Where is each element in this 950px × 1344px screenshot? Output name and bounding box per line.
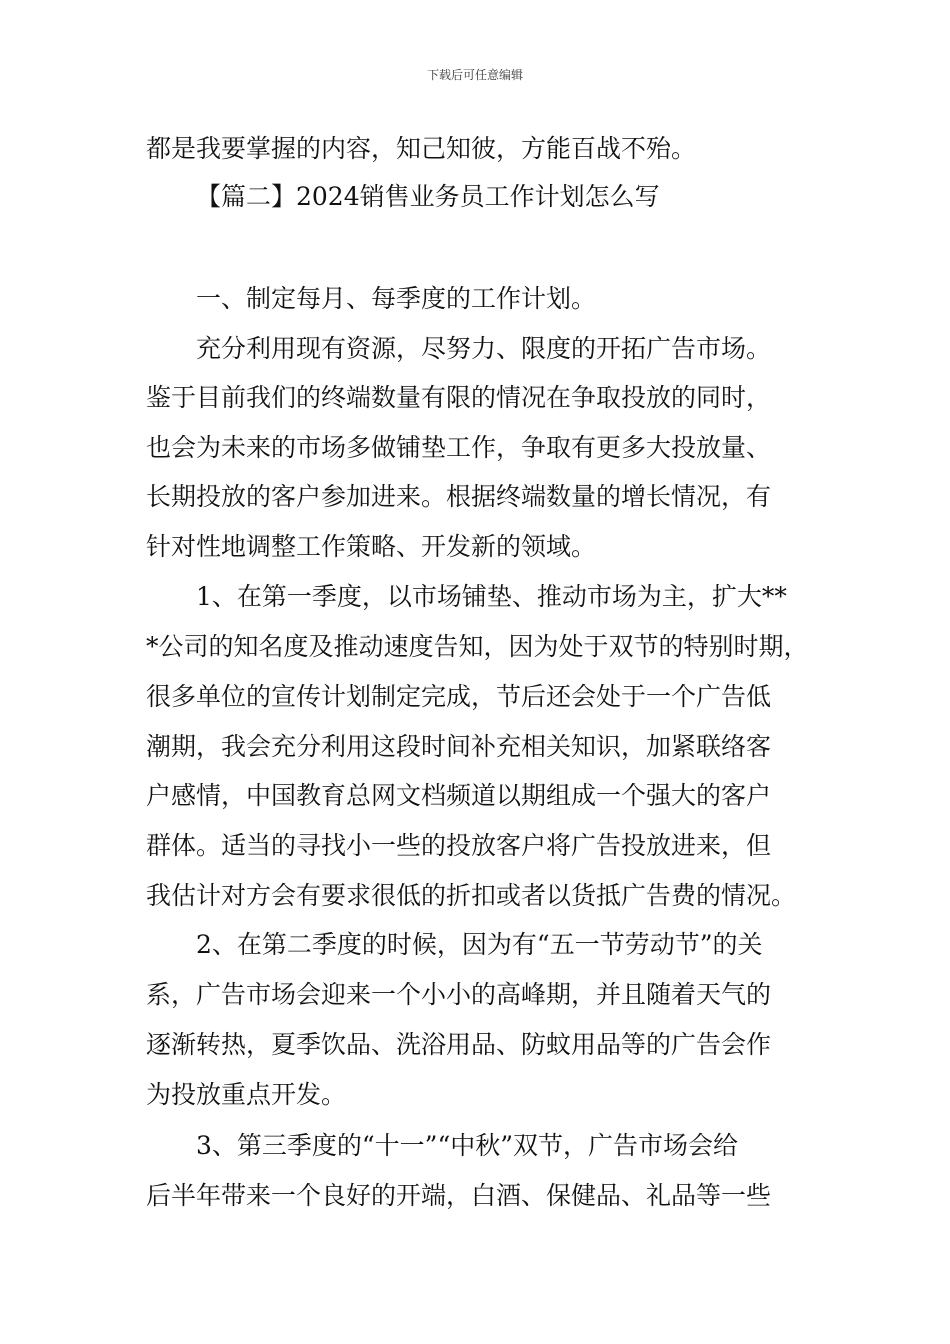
- page-header-note: 下载后可任意编辑: [426, 68, 523, 82]
- paragraph-line: 为投放重点开发。: [146, 1080, 347, 1109]
- paragraph-line: *公司的知名度及推动速度告知，因为处于双节的特别时期，: [146, 632, 809, 661]
- paragraph-line: 3、第三季度的“十一”“中秋”双节，广告市场会给: [196, 1131, 739, 1160]
- paragraph-line: 1、在第一季度，以市场铺垫、推动市场为主，扩大**: [196, 582, 787, 611]
- paragraph-line: 潮期，我会充分利用这段时间补充相关知识，加紧联络客: [146, 732, 772, 761]
- paragraph-line: 后半年带来一个良好的开端，白酒、保健品、礼品等一些: [146, 1181, 772, 1210]
- paragraph-line: 针对性地调整工作策略、开发新的领域。: [146, 532, 597, 561]
- paragraph-line: 逐渐转热，夏季饮品、洗浴用品、防蚊用品等的广告会作: [146, 1030, 772, 1059]
- section-title: 【篇二】2024销售业务员工作计划怎么写: [196, 182, 660, 211]
- paragraph-line: 户感情，中国教育总网文档频道以期组成一个强大的客户: [146, 781, 772, 810]
- paragraph-line: 充分利用现有资源，尽努力、限度的开拓广告市场。: [196, 334, 772, 363]
- paragraph-line: 也会为未来的市场多做铺垫工作，争取有更多大投放量、: [146, 433, 772, 462]
- paragraph-line: 我估计对方会有要求很低的折扣或者以货抵广告费的情况。: [146, 881, 797, 910]
- paragraph-line: 长期投放的客户参加进来。根据终端数量的增长情况，有: [146, 482, 772, 511]
- paragraph-line: 系，广告市场会迎来一个小小的高峰期，并且随着天气的: [146, 980, 772, 1009]
- section-heading: 一、制定每月、每季度的工作计划。: [196, 284, 597, 313]
- paragraph-line: 都是我要掌握的内容，知己知彼，方能百战不殆。: [146, 134, 697, 163]
- paragraph-line: 鉴于目前我们的终端数量有限的情况在争取投放的同时，: [146, 383, 772, 412]
- paragraph-line: 2、在第二季度的时候，因为有“五一节劳动节”的关: [196, 930, 763, 959]
- paragraph-line: 很多单位的宣传计划制定完成，节后还会处于一个广告低: [146, 682, 772, 711]
- paragraph-line: 群体。适当的寻找小一些的投放客户将广告投放进来，但: [146, 831, 772, 860]
